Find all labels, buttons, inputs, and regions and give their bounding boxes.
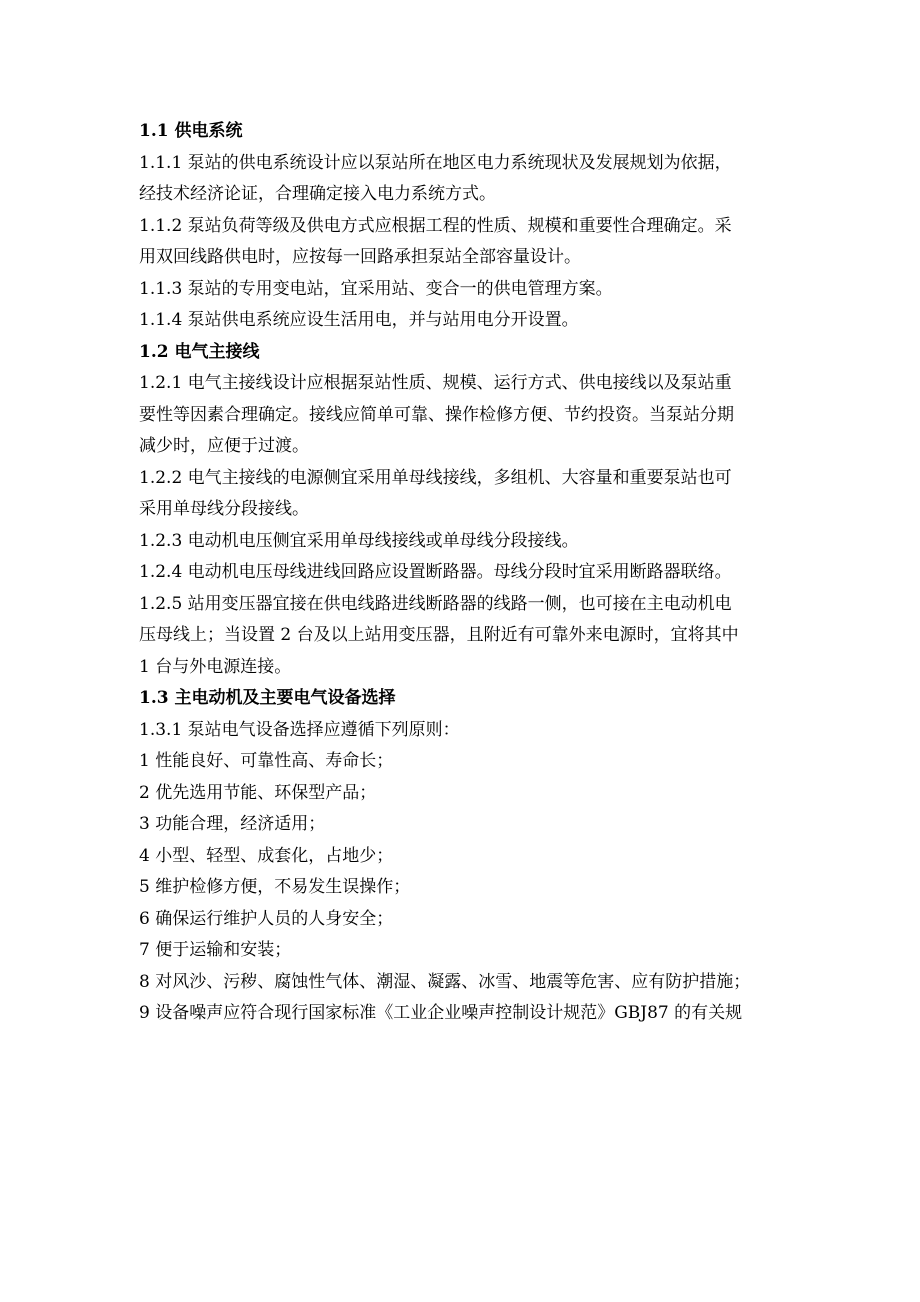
list-item: 9 设备噪声应符合现行国家标准《工业企业噪声控制设计规范》GBJ87 的有关规 — [139, 1003, 743, 1023]
paragraph-line: 经技术经济论证，合理确定接入电力系统方式。 — [139, 184, 496, 204]
paragraph-line: 1.2.4 电动机电压母线进线回路应设置断路器。母线分段时宜采用断路器联络。 — [139, 562, 732, 582]
paragraph-line: 压母线上；当设置 2 台及以上站用变压器，且附近有可靠外来电源时，宜将其中 — [139, 625, 739, 645]
section-heading: 1.1 供电系统 — [139, 121, 243, 141]
list-item: 1 性能良好、可靠性高、寿命长； — [139, 751, 394, 771]
paragraph-line: 1.2.3 电动机电压侧宜采用单母线接线或单母线分段接线。 — [139, 530, 579, 551]
document-body — [139, 116, 789, 1030]
list-item: 8 对风沙、污秽、腐蚀性气体、潮湿、凝露、冰雪、地震等危害、应有防护措施； — [139, 971, 751, 992]
list-item: 4 小型、轻型、成套化，占地少； — [139, 845, 394, 866]
paragraph-line: 用双回线路供电时，应按每一回路承担泵站全部容量设计。 — [139, 247, 581, 267]
list-item: 2 优先选用节能、环保型产品； — [139, 782, 377, 803]
paragraph-line: 1.1.2 泵站负荷等级及供电方式应根据工程的性质、规模和重要性合理确定。采 — [139, 215, 732, 236]
paragraph-line: 采用单母线分段接线。 — [139, 499, 309, 519]
list-item: 3 功能合理，经济适用； — [139, 814, 326, 834]
paragraph-line: 1.1.1 泵站的供电系统设计应以泵站所在地区电力系统现状及发展规划为依据， — [139, 152, 732, 173]
section-heading: 1.3 主电动机及主要电气设备选择 — [139, 688, 396, 708]
paragraph-line: 1.1.4 泵站供电系统应设生活用电，并与站用电分开设置。 — [139, 310, 579, 330]
paragraph-line: 1.2.5 站用变压器宜接在供电线路进线断路器的线路一侧，也可接在主电动机电 — [139, 593, 732, 614]
list-item: 7 便于运输和安装； — [139, 940, 292, 960]
list-item: 6 确保运行维护人员的人身安全； — [139, 908, 394, 929]
section-heading: 1.2 电气主接线 — [139, 341, 260, 362]
paragraph-line: 1.1.3 泵站的专用变电站，宜采用站、变合一的供电管理方案。 — [139, 278, 613, 299]
paragraph-line: 1.2.1 电气主接线设计应根据泵站性质、规模、运行方式、供电接线以及泵站重 — [139, 373, 732, 393]
paragraph-line: 减少时，应便于过渡。 — [139, 436, 309, 456]
paragraph-line: 1.3.1 泵站电气设备选择应遵循下列原则： — [139, 719, 460, 740]
paragraph-line: 1.2.2 电气主接线的电源侧宜采用单母线接线，多组机、大容量和重要泵站也可 — [139, 467, 732, 488]
paragraph-line: 要性等因素合理确定。接线应简单可靠、操作检修方便、节约投资。当泵站分期 — [139, 404, 734, 425]
list-item: 5 维护检修方便，不易发生误操作； — [139, 877, 411, 897]
paragraph-line: 1 台与外电源连接。 — [139, 656, 292, 677]
